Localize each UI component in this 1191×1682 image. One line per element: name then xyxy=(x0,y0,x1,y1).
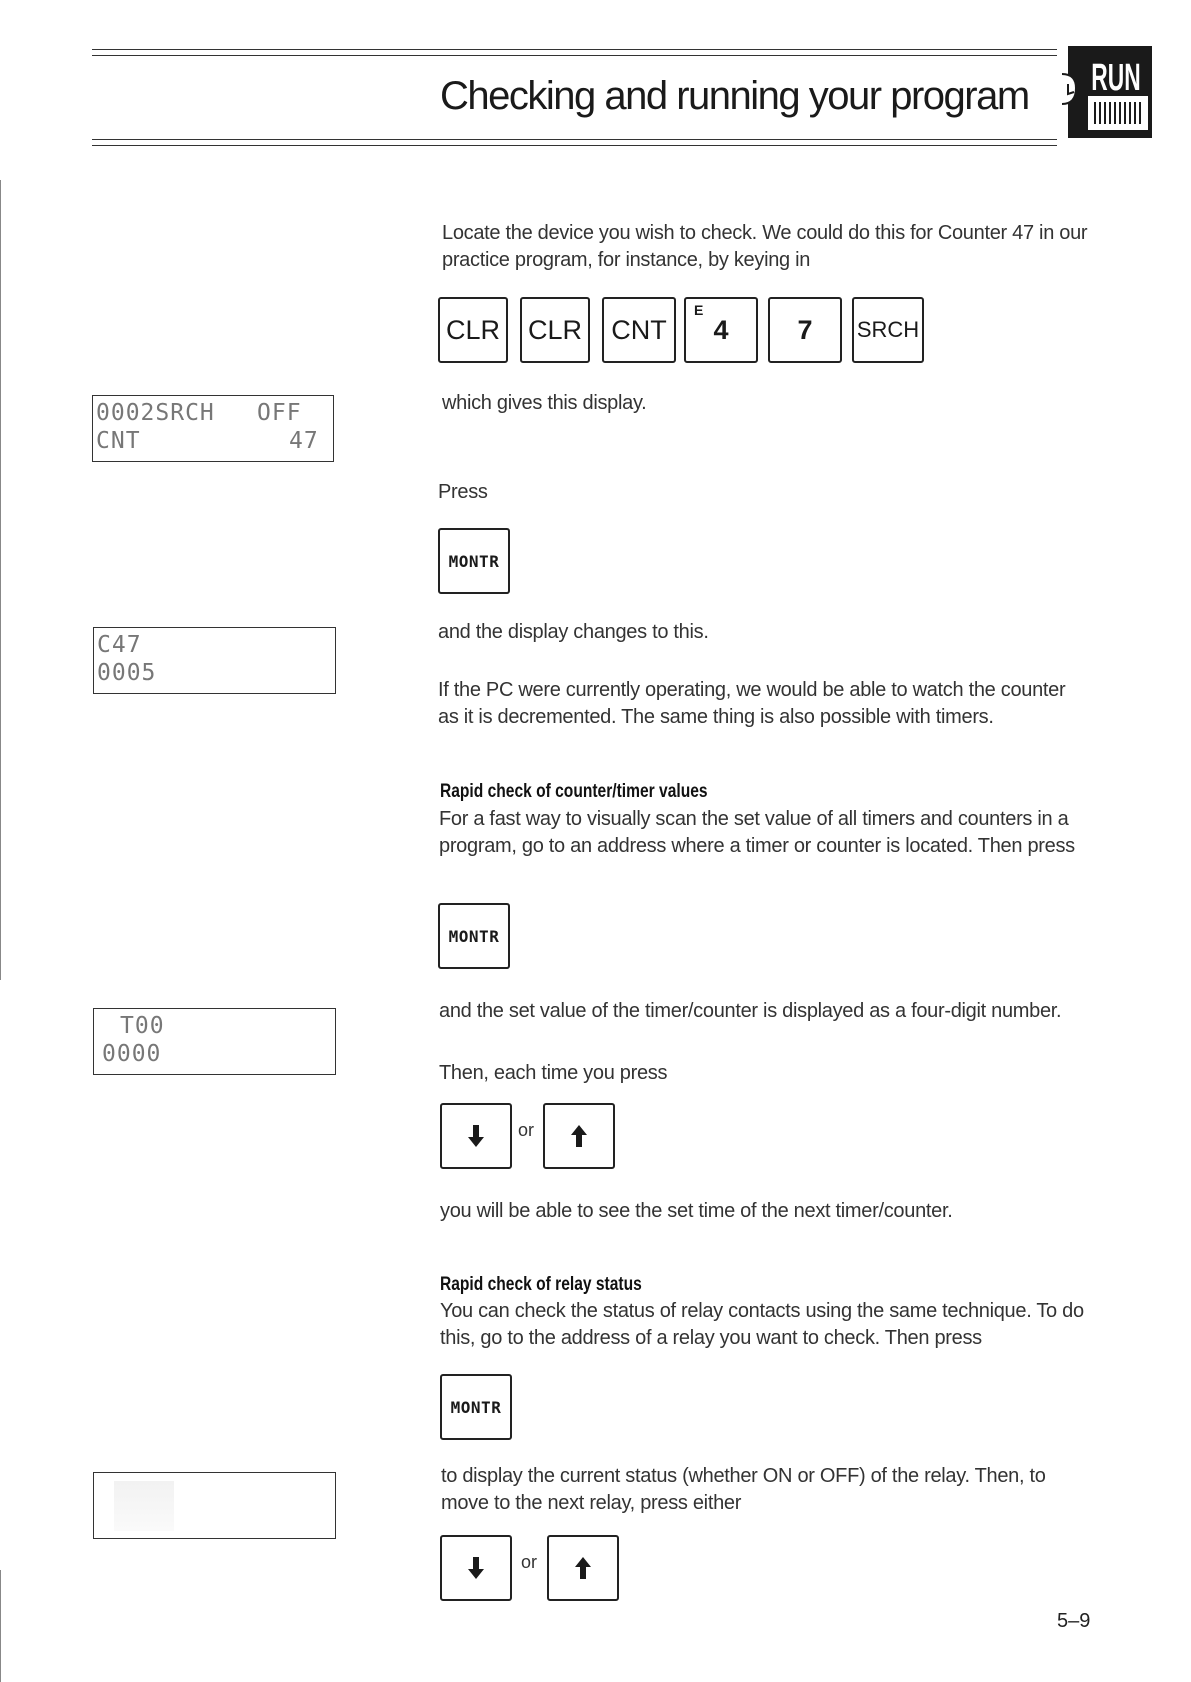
header-rule-top-thin xyxy=(92,55,1057,56)
header-rule-top xyxy=(92,49,1057,50)
lcd-display-counter xyxy=(93,627,336,694)
up-arrow-key xyxy=(543,1103,615,1169)
display-caption: which gives this display. xyxy=(442,392,647,414)
section-heading-counter-timer: Rapid check of counter/timer values xyxy=(440,781,708,802)
lcd-line2: CNT xyxy=(96,428,141,454)
lcd-display-timer xyxy=(93,1008,336,1075)
key-label: 4 xyxy=(713,314,729,345)
margin-line xyxy=(0,180,1,980)
key-superscript: E xyxy=(694,302,704,318)
relay-status-text: to display the current status (whether ON or OFF) of the relay. Then, to move to the next relay, press either xyxy=(441,1465,1046,1514)
lcd-display-relay xyxy=(93,1472,336,1539)
down-arrow-icon xyxy=(466,1123,486,1149)
up-arrow-icon xyxy=(569,1123,589,1149)
down-arrow-key xyxy=(440,1103,512,1169)
section-heading-relay: Rapid check of relay status xyxy=(440,1274,642,1295)
lcd-line1-right: OFF xyxy=(257,400,302,426)
margin-line xyxy=(0,1570,1,1682)
clr-key xyxy=(520,297,590,363)
lcd-line2: 0000 xyxy=(102,1041,162,1067)
header-rule-bottom-thin xyxy=(92,145,1057,146)
or-label: or xyxy=(521,1552,538,1572)
up-arrow-key xyxy=(547,1535,619,1601)
cnt-key xyxy=(602,297,676,363)
up-arrow-icon xyxy=(573,1555,593,1581)
lcd-line2: 0005 xyxy=(97,660,157,686)
key-label: MONTR xyxy=(450,1397,502,1417)
each-time-text: Then, each time you press xyxy=(439,1062,668,1084)
lcd-line1: C47 xyxy=(97,632,142,658)
header-rule-bottom xyxy=(92,139,1057,140)
relay-paragraph: You can check the status of relay contacts using the same technique. To do this, go to the address of a relay you want to check. Then press xyxy=(440,1300,1084,1349)
key-label: CLR xyxy=(527,314,582,345)
counter-timer-paragraph: For a fast way to visually scan the set value of all timers and counters in a program, go to an address where a timer or counter is located. Then press xyxy=(439,808,1075,857)
operating-note: If the PC were currently operating, we would be able to watch the counter as it is decremented. The same thing is also possible with timers. xyxy=(438,679,1066,728)
set-value-text: and the set value of the timer/counter is displayed as a four-digit number. xyxy=(439,1000,1062,1022)
key-label: CNT xyxy=(611,314,667,345)
montr-key xyxy=(438,903,510,969)
page-title: Checking and running your program xyxy=(440,74,1029,118)
key-label: MONTR xyxy=(448,926,500,946)
faded-display-content xyxy=(114,1481,174,1531)
key-label: SRCH xyxy=(856,317,920,342)
next-timer-text: you will be able to see the set time of the next timer/counter. xyxy=(440,1200,953,1222)
digit-4-key xyxy=(684,297,758,363)
key-label: MONTR xyxy=(448,551,500,571)
digit-7-key xyxy=(768,297,842,363)
key-label: CLR xyxy=(445,314,500,345)
montr-key xyxy=(440,1374,512,1440)
or-label: or xyxy=(518,1120,535,1140)
lcd-line2-right: 47 xyxy=(289,428,319,454)
lcd-line1: T00 xyxy=(120,1013,165,1039)
srch-key xyxy=(852,297,924,363)
montr-key xyxy=(438,528,510,594)
page-number: 5–9 xyxy=(1057,1610,1091,1632)
key-label: 7 xyxy=(797,314,813,345)
down-arrow-icon xyxy=(466,1555,486,1581)
clr-key xyxy=(438,297,508,363)
display-changes-text: and the display changes to this. xyxy=(438,621,709,643)
logo-text: RUN xyxy=(1091,56,1141,99)
lcd-display-search xyxy=(92,395,334,462)
run-logo-icon xyxy=(1062,44,1158,140)
press-label: Press xyxy=(438,481,488,503)
lcd-line1: 0002SRCH xyxy=(96,400,215,426)
intro-paragraph: Locate the device you wish to check. We could do this for Counter 47 in our practice program, for instance, by keying in xyxy=(442,222,1088,271)
down-arrow-key xyxy=(440,1535,512,1601)
